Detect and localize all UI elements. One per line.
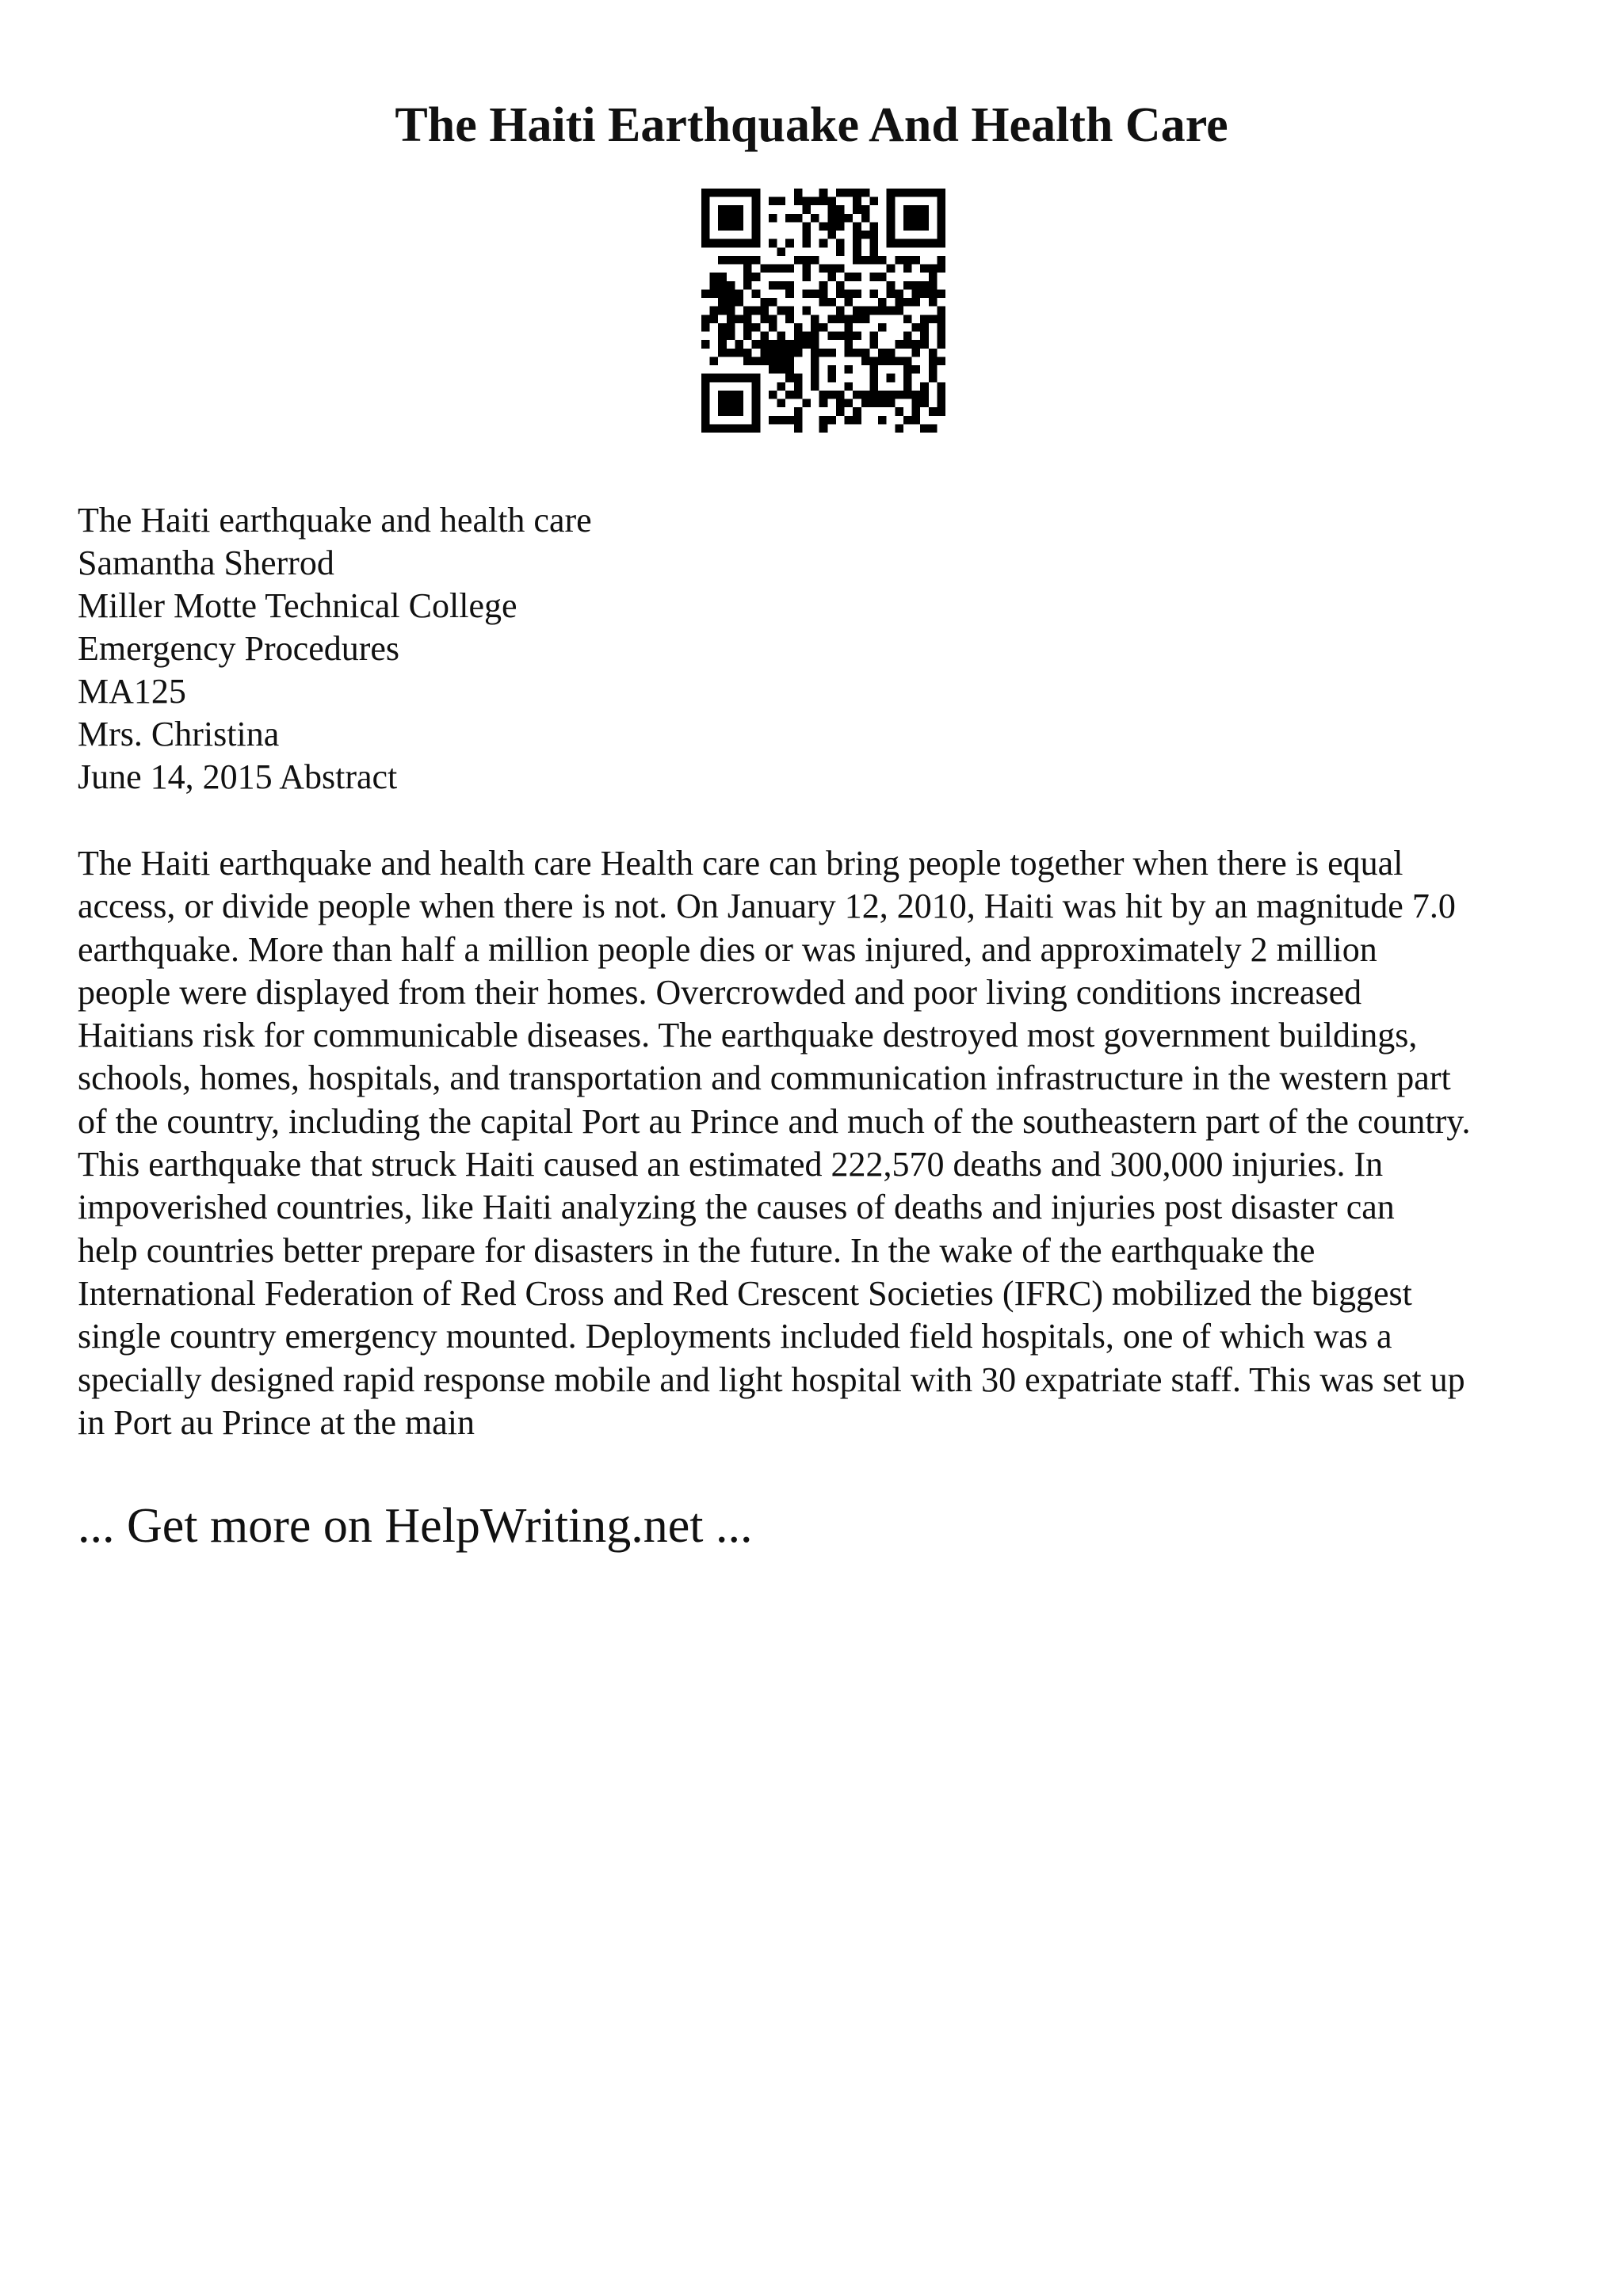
get-more-link[interactable]: ... Get more on HelpWriting.net ...	[78, 1499, 753, 1553]
body-line: in Port au Prince at the main	[78, 1402, 475, 1442]
qr-code-icon	[701, 189, 945, 433]
body-line: International Federation of Red Cross and Red Crescent Societies (IFRC) mobilized the biggest	[78, 1273, 1412, 1313]
body-line: help countries better prepare for disasters in the future. In the wake of the earthquake the	[78, 1230, 1316, 1270]
body-line: The Haiti earthquake and health care Health care can bring people together when there is equal	[78, 844, 1403, 883]
meta-line-date: June 14, 2015 Abstract	[78, 757, 398, 796]
body-line: earthquake. More than half a million people dies or was injured, and approximately 2 million	[78, 929, 1377, 969]
body-line: This earthquake that struck Haiti caused an estimated 222,570 deaths and 300,000 injuries. In	[78, 1145, 1384, 1184]
document-title: The Haiti Earthquake And Health Care	[395, 98, 1228, 152]
meta-line-course-code: MA125	[78, 672, 186, 711]
document-meta	[78, 499, 1544, 799]
body-line: impoverished countries, like Haiti analyzing the causes of deaths and injuries post disaster can	[78, 1188, 1395, 1227]
meta-line-course: Emergency Procedures	[78, 629, 400, 668]
body-line: Haitians risk for communicable diseases. The earthquake destroyed most government buildings,	[78, 1016, 1418, 1055]
meta-line-author: Samantha Sherrod	[78, 543, 334, 582]
body-line: of the country, including the capital Port au Prince and much of the southeastern part of the country.	[78, 1101, 1471, 1141]
meta-line-title: The Haiti earthquake and health care	[78, 501, 592, 540]
document-body	[78, 842, 1568, 1444]
body-line: access, or divide people when there is not. On January 12, 2010, Haiti was hit by an magnitude 7.0	[78, 887, 1456, 926]
body-line: people were displayed from their homes. Overcrowded and poor living conditions increased	[78, 972, 1362, 1012]
body-line: single country emergency mounted. Deployments included field hospitals, one of which was a	[78, 1317, 1392, 1356]
meta-line-instructor: Mrs. Christina	[78, 715, 280, 753]
body-line: schools, homes, hospitals, and transportation and communication infrastructure in the western part	[78, 1058, 1451, 1098]
body-line: specially designed rapid response mobile and light hospital with 30 expatriate staff. This was set up	[78, 1360, 1465, 1399]
qr-code-graphic	[701, 189, 945, 433]
meta-line-institution: Miller Motte Technical College	[78, 586, 517, 625]
